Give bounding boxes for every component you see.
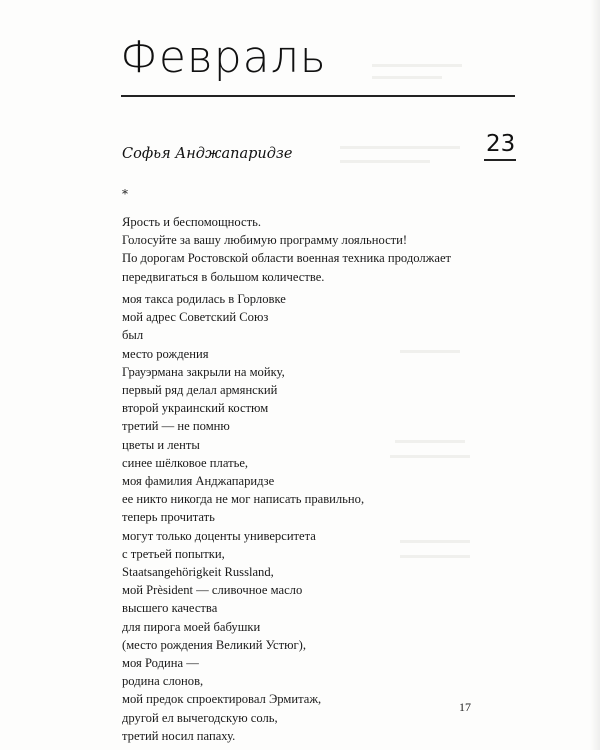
poem-stanza-1	[122, 213, 451, 286]
poem-line: другой ел вычегодскую соль,	[122, 710, 278, 725]
poem-author: Софья Анджапаридзе	[122, 146, 293, 162]
poem-separator: *	[122, 187, 128, 201]
poem-line: По дорогам Ростовской области военная техника продолжает	[122, 251, 452, 266]
poem-line: мой адрес Советский Союз	[122, 310, 269, 325]
show-through-line	[400, 540, 470, 543]
poem-line: синее шёлковое платье,	[122, 455, 249, 470]
poem-line: мой Prèsident — сливочное масло	[122, 583, 303, 598]
poem-line: третий носил папаху.	[122, 728, 236, 743]
spine-shadow	[590, 0, 600, 750]
title-underline	[121, 95, 515, 97]
poem-line: (место рождения Великий Устюг),	[122, 637, 307, 652]
poem-line: с третьей попытки,	[122, 546, 225, 561]
show-through-line	[395, 440, 465, 443]
section-number: 23	[486, 131, 516, 157]
show-through-line	[400, 350, 460, 353]
poem-stanza-2	[122, 290, 364, 745]
show-through-line	[372, 64, 462, 67]
poem-line: был	[122, 328, 144, 343]
poem-line: ее никто никогда не мог написать правильно,	[122, 492, 365, 507]
poem-line: Staatsangehörigkeit Russland,	[122, 565, 274, 580]
poem-line: моя фамилия Анджапаридзе	[122, 474, 275, 489]
poem-line: передвигаться в большом количестве.	[122, 269, 325, 284]
poem-line: место рождения	[122, 346, 209, 361]
poem-line: Грауэрмана закрыли на мойку,	[122, 364, 285, 379]
poem-line: могут только доценты университета	[122, 528, 316, 543]
section-number-underline	[484, 159, 516, 161]
show-through-line	[372, 76, 442, 79]
poem-line: первый ряд делал армянский	[122, 383, 278, 398]
poem-line: цветы и ленты	[122, 437, 200, 452]
poem-line: высшего качества	[122, 601, 218, 616]
poem-line: третий — не помню	[122, 419, 230, 434]
poem-line: теперь прочитать	[122, 510, 215, 525]
show-through-line	[340, 160, 430, 163]
poem-line: родина слонов,	[122, 674, 204, 689]
poem-line: мой предок спроектировал Эрмитаж,	[122, 692, 322, 707]
show-through-line	[340, 146, 460, 149]
page-number: 17	[459, 700, 471, 714]
show-through-line	[390, 455, 470, 458]
poem-line: Голосуйте за вашу любимую программу лояльности!	[122, 233, 408, 248]
show-through-line	[400, 555, 470, 558]
poem-line: второй украинский костюм	[122, 401, 269, 416]
poem-line: Ярость и беспомощность.	[122, 215, 262, 229]
poem-line: моя такса родилась в Горловке	[122, 292, 286, 306]
chapter-title: Февраль	[120, 32, 327, 83]
poem-line: моя Родина —	[122, 656, 199, 671]
poem-line: для пирога моей бабушки	[122, 619, 261, 634]
